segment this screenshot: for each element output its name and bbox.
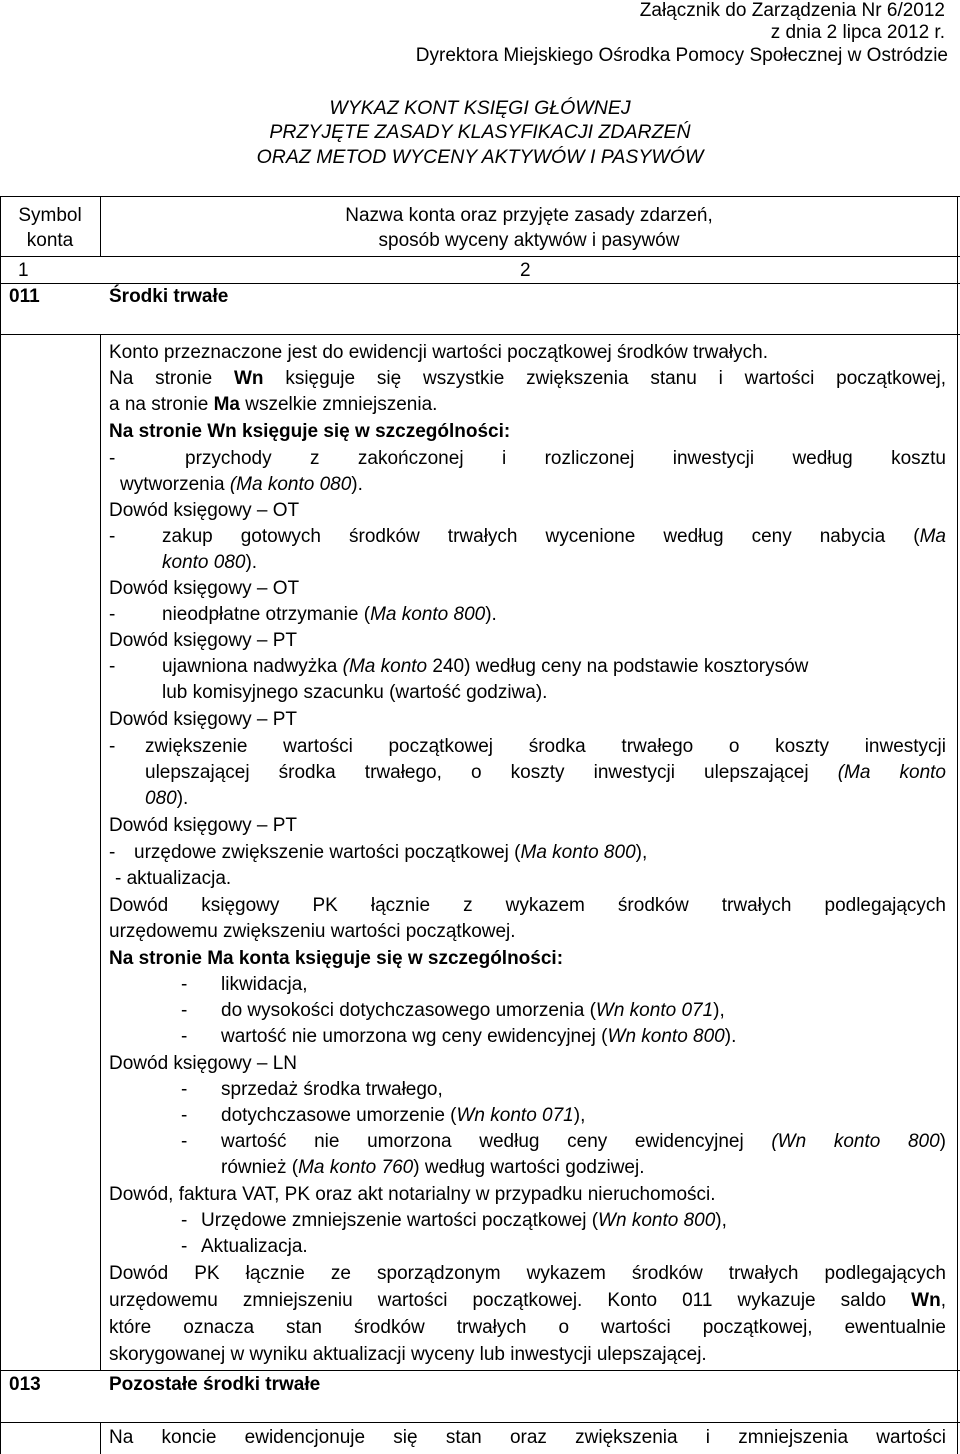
col1-number: 1 xyxy=(18,260,29,281)
section-011-col-divider xyxy=(100,334,101,1370)
list-item-ln-2: - dotychczasowe umorzenie (Wn konto 071), xyxy=(181,1105,586,1126)
list-item-ln-1: - sprzedaż środka trwałego, xyxy=(181,1079,443,1100)
document-ln: Dowód księgowy – LN xyxy=(109,1053,297,1074)
document-pk-1: Dowód księgowy PK łącznie z wykazem środków trwałych podlegających xyxy=(109,895,946,916)
document-pt-3: Dowód księgowy – PT xyxy=(109,815,297,836)
document-ot-1: Dowód księgowy – OT xyxy=(109,500,300,521)
title-line-2: PRZYJĘTE ZASADY KLASYFIKACJI ZDARZEŃ xyxy=(269,121,691,143)
header-annex-line: Załącznik do Zarządzenia Nr 6/2012 xyxy=(639,0,945,21)
list-item-wn-6-cont: - aktualizacja. xyxy=(115,868,232,889)
list-item-wn-4-cont: lub komisyjnego szacunku (wartość godziwa). xyxy=(162,682,548,703)
paragraph-purpose: Konto przeznaczone jest do ewidencji wartości początkowej środków trwałych. xyxy=(109,342,768,363)
section-013-top-border xyxy=(0,1370,960,1371)
table-left-border xyxy=(0,196,1,1454)
list-item-ln-3: - wartość nie umorzona według ceny ewidencyjnej (Wn konto 800) xyxy=(181,1131,946,1152)
list-item-wn-5-cont2: 080). xyxy=(145,788,189,809)
paragraph-ma-general: a na stronie Ma wszelkie zmniejszenia. xyxy=(109,394,438,415)
account-name-011: Środki trwałe xyxy=(109,286,229,307)
table-header-divider xyxy=(0,256,960,257)
list-item-wn-1-cont: wytworzenia (Ma konto 080). xyxy=(120,474,363,495)
list-item-wn-5-cont: ulepszającej środka trwałego, o koszty inwestycji ulepszającej (Ma konto xyxy=(145,762,946,783)
section-013-col-divider xyxy=(100,1422,101,1454)
table-number-divider xyxy=(0,283,960,284)
list-item-ma-3: - wartość nie umorzona wg ceny ewidencyjnej (Wn konto 800). xyxy=(181,1026,737,1047)
account-code-011: 011 xyxy=(9,286,40,307)
final-paragraph-line1: Dowód PK łącznie ze sporządzonym wykazem środków trwałych podlegających xyxy=(109,1263,946,1284)
wn-heading: Na stronie Wn księguje się w szczególności: xyxy=(109,421,511,442)
table-right-border xyxy=(957,196,958,1454)
list-item-u-1: - Urzędowe zmniejszenie wartości początkowej (Wn konto 800), xyxy=(181,1210,727,1231)
document-ot-2: Dowód księgowy – OT xyxy=(109,578,300,599)
final-paragraph-line2: urzędowemu zmniejszeniu wartości początkowej. Konto 011 wykazuje saldo Wn, xyxy=(109,1290,946,1311)
list-item-u-2: - Aktualizacja. xyxy=(181,1236,308,1257)
list-item-ln-3-cont: również (Ma konto 760) według wartości godziwej. xyxy=(221,1157,645,1178)
account-code-013: 013 xyxy=(9,1374,41,1395)
ma-heading: Na stronie Ma konta księguje się w szczególności: xyxy=(109,948,564,969)
section-013-paragraph: Na koncie ewidencjonuje się stan oraz zwiększenia i zmniejszenia wartości xyxy=(109,1427,946,1448)
final-paragraph-line3: które oznacza stan środków trwałych o wartości początkowej, ewentualnie xyxy=(109,1317,946,1338)
col1-head-konta: konta xyxy=(26,230,74,251)
section-011-divider xyxy=(0,334,960,335)
account-name-013: Pozostałe środki trwałe xyxy=(109,1374,321,1395)
col1-head-symbol: Symbol xyxy=(18,205,82,226)
col2-number: 2 xyxy=(520,260,531,281)
document-pk-1-cont: urzędowemu zwiększeniu wartości początkowej. xyxy=(109,921,516,942)
title-line-3: ORAZ METOD WYCENY AKTYWÓW I PASYWÓW xyxy=(256,146,704,168)
final-paragraph-line4: skorygowanej w wyniku aktualizacji wyceny lub inwestycji ulepszającej. xyxy=(109,1344,707,1365)
table-top-border xyxy=(0,196,960,197)
section-013-divider xyxy=(0,1422,960,1423)
list-item-ma-1: - likwidacja, xyxy=(181,974,308,995)
list-item-ma-2: - do wysokości dotychczasowego umorzenia (Wn konto 071), xyxy=(181,1000,725,1021)
col2-head-line2: sposób wyceny aktywów i pasywów xyxy=(378,230,680,251)
title-line-1: WYKAZ KONT KSIĘGI GŁÓWNEJ xyxy=(329,97,631,119)
header-date-line: z dnia 2 lipca 2012 r. xyxy=(770,22,945,43)
document-pt-1: Dowód księgowy – PT xyxy=(109,630,297,651)
document-vat: Dowód, faktura VAT, PK oraz akt notarialny w przypadku nieruchomości. xyxy=(109,1184,716,1205)
list-item-wn-2-cont: konto 080). xyxy=(162,552,258,573)
header-director-line: Dyrektora Miejskiego Ośrodka Pomocy Społecznej w Ostródzie xyxy=(415,45,948,66)
col2-head-line1: Nazwa konta oraz przyjęte zasady zdarzeń, xyxy=(345,205,713,226)
document-pt-2: Dowód księgowy – PT xyxy=(109,709,297,730)
paragraph-wn-general: Na stronie Wn księguje się wszystkie zwiększenia stanu i wartości początkowej, xyxy=(109,368,947,389)
